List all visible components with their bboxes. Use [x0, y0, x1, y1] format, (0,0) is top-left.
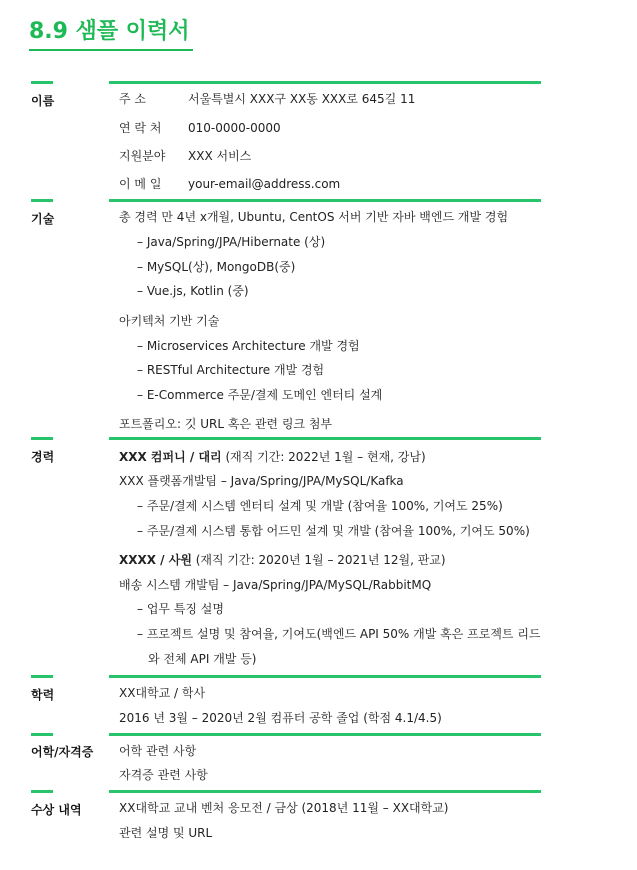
field-value-address: 서울특별시 XXX구 XX동 XXX로 645길 11: [188, 92, 416, 106]
section-divider: [109, 675, 541, 678]
section-divider: [109, 790, 541, 793]
section-divider: [109, 733, 541, 736]
skills-line: – RESTful Architecture 개발 경험: [137, 363, 325, 377]
career-line: 배송 시스템 개발팀 – Java/Spring/JPA/MySQL/RabbitMQ: [119, 578, 432, 592]
job-heading: [119, 449, 426, 465]
section-label-education: 학력: [31, 688, 55, 702]
field-label-position: 지원분야: [119, 149, 166, 163]
skills-line: – MySQL(상), MongoDB(중): [137, 260, 296, 274]
career-line: – 주문/결제 시스템 엔터티 설계 및 개발 (참여율 100%, 기여도 25%): [137, 499, 503, 513]
section-divider: [109, 437, 541, 440]
field-value-position: XXX 서비스: [188, 149, 252, 163]
section-marker: [31, 437, 53, 440]
field-label-address: 주 소: [119, 92, 146, 106]
skills-line: 포트폴리오: 깃 URL 혹은 관련 링크 첨부: [119, 417, 333, 431]
field-label-phone: 연 락 처: [119, 121, 162, 135]
title-underline: [29, 49, 193, 51]
awards-line: 관련 설명 및 URL: [119, 826, 213, 840]
awards-line: XX대학교 교내 벤처 응모전 / 금상 (2018년 11월 – XX대학교): [119, 801, 449, 815]
career-line: – 주문/결제 시스템 통합 어드민 설계 및 개발 (참여율 100%, 기여도 50%): [137, 524, 530, 538]
certs-line: 어학 관련 사항: [119, 744, 197, 758]
skills-line: – E-Commerce 주문/결제 도메인 엔터티 설계: [137, 388, 383, 402]
field-label-email: 이 메 일: [119, 177, 162, 191]
career-line: – 업무 특징 설명: [137, 602, 224, 616]
skills-line: 총 경력 만 4년 x개월, Ubuntu, CentOS 서버 기반 자바 백엔드 개발 경험: [119, 210, 509, 224]
section-label-career: 경력: [31, 450, 55, 464]
skills-line: – Java/Spring/JPA/Hibernate (상): [137, 235, 326, 249]
section-marker: [31, 199, 53, 202]
skills-line: 아키텍처 기반 기술: [119, 314, 220, 328]
section-marker: [31, 675, 53, 678]
section-marker: [31, 733, 53, 736]
page-title: 8.9 샘플 이력서: [29, 19, 190, 44]
section-label-awards: 수상 내역: [31, 803, 82, 817]
job-period: (재직 기간: 2020년 1월 – 2021년 12월, 판교): [191, 553, 446, 567]
section-marker: [31, 790, 53, 793]
skills-line: – Vue.js, Kotlin (중): [137, 284, 249, 298]
section-label-name: 이름: [31, 94, 55, 108]
job-heading: [119, 552, 446, 568]
section-label-skills: 기술: [31, 212, 55, 226]
field-value-phone: 010-0000-0000: [188, 121, 281, 135]
career-line: XXX 플랫폼개발팀 – Java/Spring/JPA/MySQL/Kafka: [119, 474, 404, 488]
education-line: 2016 년 3월 – 2020년 2월 컴퓨터 공학 졸업 (학점 4.1/4.5): [119, 711, 442, 725]
field-value-email: your-email@address.com: [188, 177, 341, 191]
education-line: XX대학교 / 학사: [119, 686, 206, 700]
job-title: XXXX / 사원: [119, 553, 192, 567]
certs-line: 자격증 관련 사항: [119, 768, 208, 782]
career-line: 와 전체 API 개발 등): [148, 652, 257, 666]
job-period: (재직 기간: 2022년 1월 – 현재, 강남): [221, 450, 426, 464]
section-divider: [109, 81, 541, 84]
job-title: XXX 컴퍼니 / 대리: [119, 450, 222, 464]
section-marker: [31, 81, 53, 84]
skills-line: – Microservices Architecture 개발 경험: [137, 339, 360, 353]
career-line: – 프로젝트 설명 및 참여율, 기여도(백엔드 API 50% 개발 혹은 프로젝트 리드: [137, 627, 541, 641]
section-label-certs: 어학/자격증: [31, 745, 94, 759]
section-divider: [109, 199, 541, 202]
